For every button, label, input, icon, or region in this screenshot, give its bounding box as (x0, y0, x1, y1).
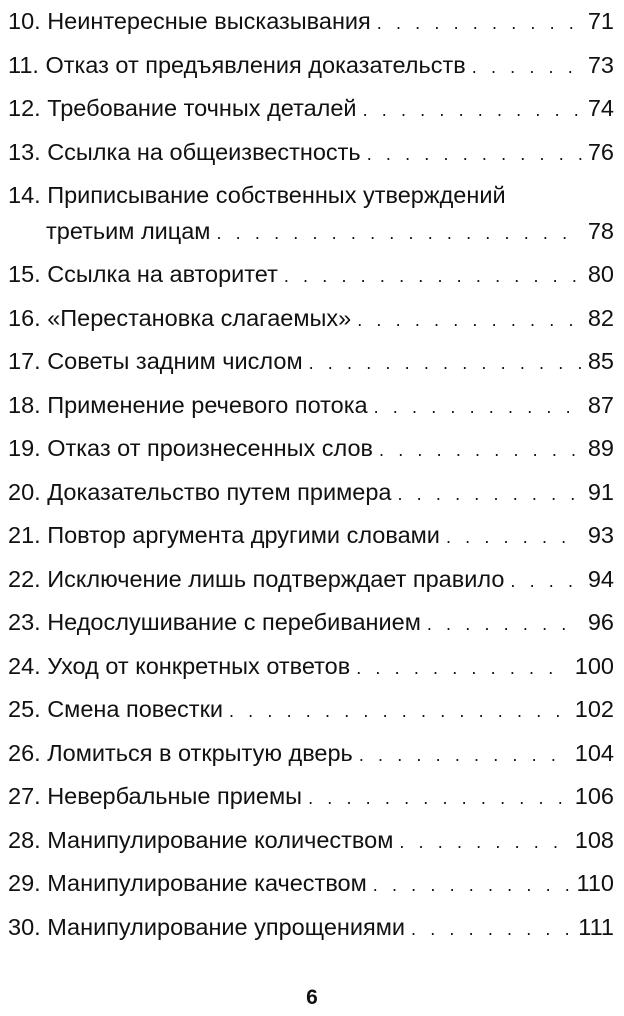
toc-entry-page: 87 (587, 391, 614, 418)
toc-entry-title: 15. Ссылка на авторитет (8, 261, 278, 287)
toc-entry (8, 427, 614, 471)
toc-entry-title: 21. Повтор аргумента другими словами (8, 522, 440, 548)
toc-entry-title: 26. Ломиться в открытую дверь (8, 739, 353, 766)
toc-entry-title: 13. Ссылка на общеизвестность (8, 138, 361, 165)
toc-entry (8, 253, 614, 297)
toc-entry (8, 131, 614, 175)
toc-entry-title-line2: третьим лицам (46, 218, 211, 244)
toc-entry-title-line1: 14. Приписывание собственных утверждений (8, 182, 506, 208)
toc-entry-title: 18. Применение речевого потока (8, 391, 368, 418)
dot-leader (472, 46, 582, 90)
toc-entry-page: 76 (587, 138, 614, 165)
toc-entry (8, 297, 614, 341)
dot-leader (216, 212, 581, 256)
toc-entry-title: 30. Манипулирование упрощениями (8, 913, 406, 940)
toc-entry (8, 601, 614, 645)
toc-entry-page: 108 (574, 826, 614, 853)
toc-entry-page: 71 (587, 8, 614, 34)
dot-leader (284, 255, 582, 299)
toc-entry (8, 87, 614, 131)
toc-entry (8, 44, 614, 88)
toc-entry (8, 732, 614, 776)
dot-leader (379, 429, 582, 473)
dot-leader (446, 516, 582, 560)
toc-entry-page: 93 (587, 522, 614, 548)
toc-entry-page: 82 (587, 304, 614, 331)
toc-entry-page: 111 (578, 913, 614, 940)
dot-leader (356, 647, 569, 691)
toc-entry-page: 104 (574, 739, 614, 766)
dot-leader (309, 342, 582, 386)
page-number: 6 (306, 986, 318, 1009)
toc-entry-page: 96 (587, 609, 614, 635)
dot-leader (399, 821, 568, 865)
dot-leader (373, 864, 571, 908)
toc-entry (8, 906, 614, 950)
toc-entry-page: 102 (574, 696, 614, 722)
toc-entry (8, 471, 614, 515)
dot-leader (363, 89, 582, 133)
toc-entry-title: 24. Уход от конкретных ответов (8, 652, 351, 679)
toc-entry (8, 862, 614, 906)
toc-entry (8, 775, 614, 819)
dot-leader (308, 777, 569, 821)
toc-entry-title: 29. Манипулирование качеством (8, 870, 367, 896)
dot-leader (377, 2, 582, 46)
toc-entry (8, 645, 614, 689)
dot-leader (359, 734, 569, 778)
toc-entry-title: 16. «Перестановка слагаемых» (8, 304, 352, 331)
toc-entry (8, 384, 614, 428)
toc-entry-title: 23. Недослушивание с перебиванием (8, 609, 421, 635)
toc-entry-page: 73 (587, 51, 614, 78)
toc-entry-title: 10. Неинтересные высказывания (8, 8, 371, 34)
toc-entry-title: 27. Невербальные приемы (8, 783, 303, 809)
toc-entry-page: 110 (576, 870, 614, 896)
toc-entry-page: 74 (587, 95, 614, 121)
toc-entry (8, 174, 614, 253)
toc-entry (8, 819, 614, 863)
toc-entry-title: 25. Смена повестки (8, 696, 223, 722)
toc-entry-title: 28. Манипулирование количеством (8, 826, 394, 853)
toc-entry-title: 11. Отказ от предъявления доказательств (8, 51, 466, 78)
toc-entry (8, 558, 614, 602)
toc-entry (8, 688, 614, 732)
dot-leader (510, 560, 581, 604)
toc-entry (8, 340, 614, 384)
toc-entry (8, 514, 614, 558)
dot-leader (367, 133, 582, 177)
dot-leader (427, 603, 582, 647)
toc-entry (8, 0, 614, 44)
dot-leader (397, 473, 581, 517)
toc-entry-page: 89 (587, 435, 614, 461)
toc-entry-title: 17. Советы задним числом (8, 348, 303, 374)
toc-entry-title: 19. Отказ от произнесенных слов (8, 435, 374, 461)
dot-leader (374, 386, 582, 430)
toc-entry-page: 100 (574, 652, 614, 679)
toc-entry-title: 12. Требование точных деталей (8, 95, 357, 121)
table-of-contents (8, 0, 614, 949)
toc-entry-page: 85 (587, 348, 614, 374)
toc-entry-page: 106 (574, 783, 614, 809)
toc-entry-title: 20. Доказательство путем примера (8, 478, 392, 505)
dot-leader (357, 299, 582, 343)
dot-leader (229, 690, 569, 734)
toc-entry-title: 22. Исключение лишь подтверждает правило (8, 565, 505, 592)
toc-entry-page: 91 (587, 478, 614, 505)
toc-entry-page: 94 (587, 565, 614, 592)
toc-entry-page: 78 (587, 218, 614, 244)
dot-leader (411, 908, 572, 952)
toc-entry-page: 80 (587, 261, 614, 287)
